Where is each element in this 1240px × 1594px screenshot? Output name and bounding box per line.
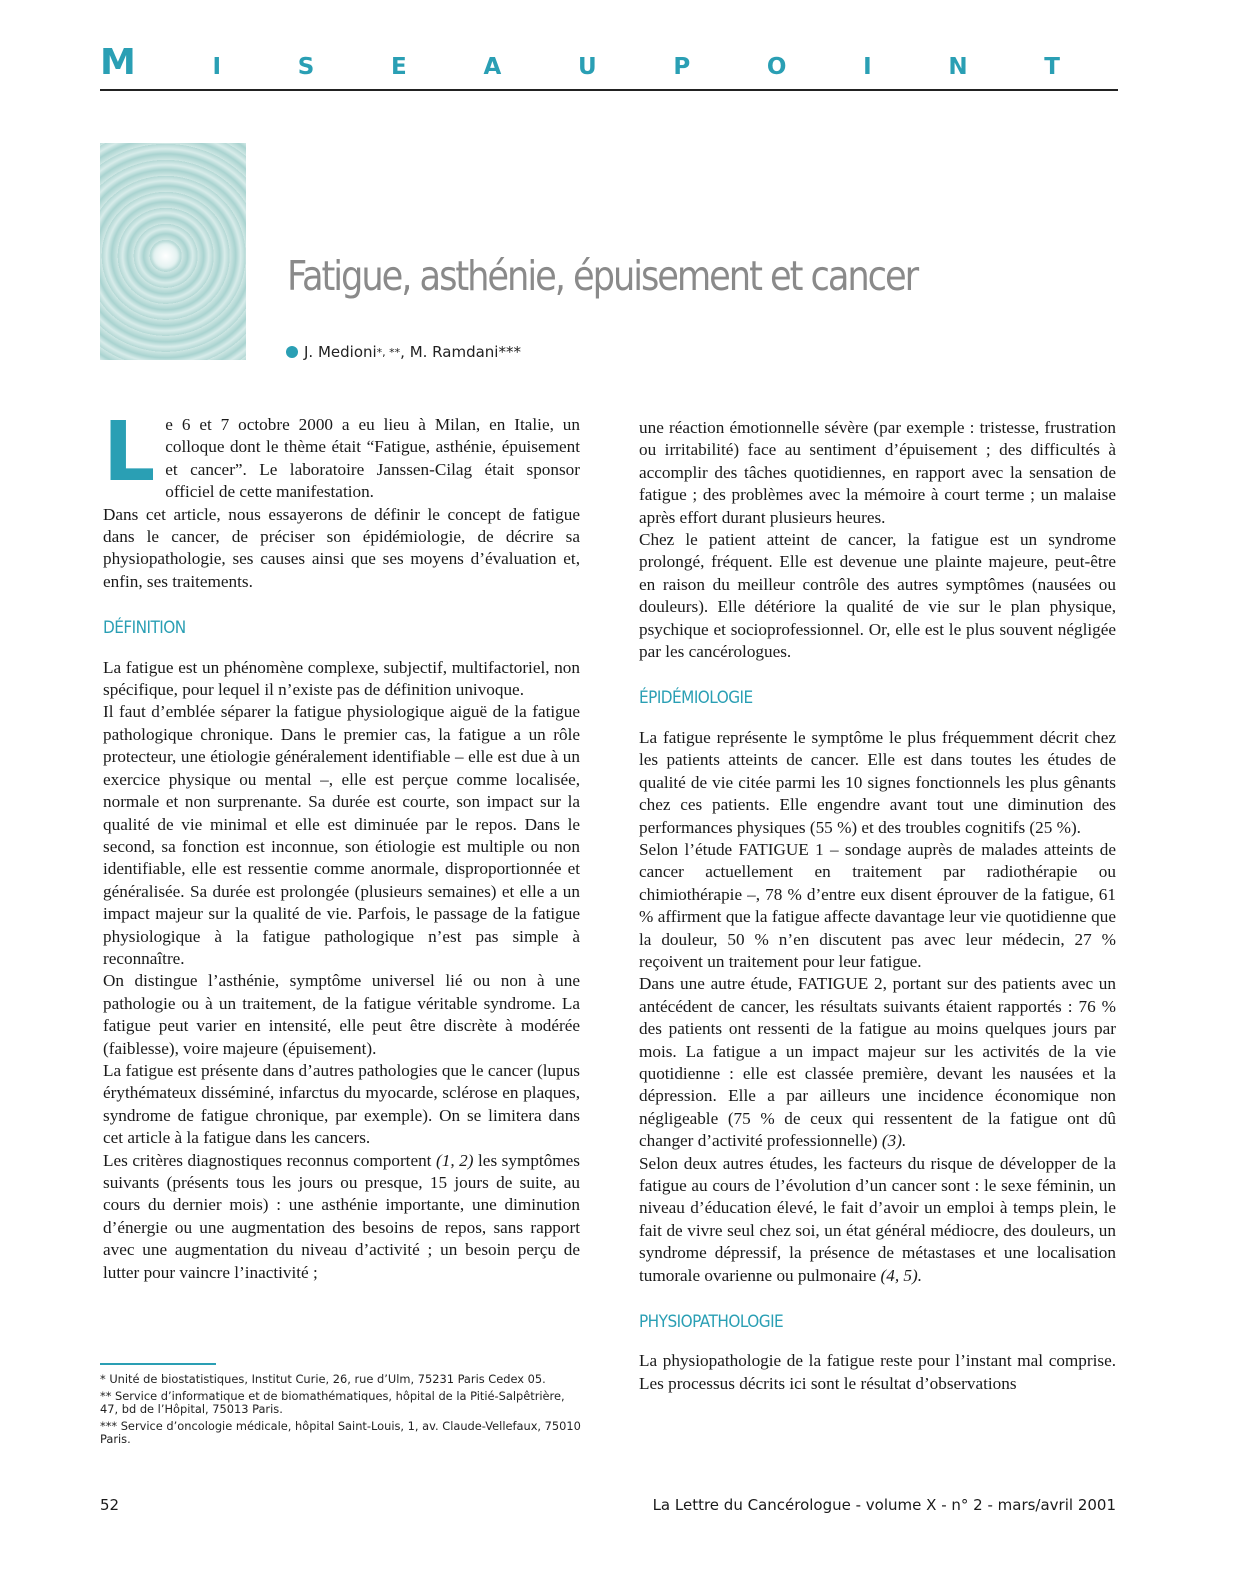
footnote-rule xyxy=(100,1363,216,1365)
body-paragraph: Chez le patient atteint de cancer, la fatigue est un syndrome prolongé, fréquent. Elle est devenue une plainte majeure, peut-être en raison du meilleur contrôle des autres symptômes (nausées ou douleurs). Elle détériore la qualité de vie sur le plan physique, psychique et socioprofessionnel. Or, elle est le plus souvent négligée par les cancérologues. xyxy=(639,530,1116,662)
section-heading-epidemiologie: ÉPIDÉMIOLOGIE xyxy=(639,688,753,709)
section-heading-physiopathologie: PHYSIOPATHOLOGIE xyxy=(639,1312,784,1333)
footnote: * Unité de biostatistiques, Institut Curie, 26, rue d’Ulm, 75231 Paris Cedex 05. xyxy=(100,1372,546,1386)
body-paragraph: La fatigue est présente dans d’autres pathologies que le cancer (lupus érythémateux disséminé, infarctus du myocarde, sclérose en plaques, syndrome de fatigue chronique, par exemple). On se limitera dans cet article à la fatigue dans les cancers. xyxy=(103,1060,580,1148)
text-run: Les critères diagnostiques reconnus comportent xyxy=(103,1150,436,1170)
header-letter: N xyxy=(948,54,968,80)
header-letter: O xyxy=(766,54,787,80)
article-title: Fatigue, asthénie, épuisement et cancer xyxy=(287,252,918,300)
header-letter: A xyxy=(483,54,502,80)
decorative-swirl-image xyxy=(100,143,246,360)
body-paragraph xyxy=(639,1153,1116,1287)
footnotes xyxy=(100,1373,584,1450)
drop-cap: L xyxy=(103,405,156,500)
citation-ref: (1, 2) xyxy=(436,1150,474,1170)
footnote: ** Service d’informatique et de biomathématiques, hôpital de la Pitié-Salpêtrière, 47, bd de l’Hôpital, 75013 Paris. xyxy=(100,1389,565,1416)
footnote: *** Service d’oncologie médicale, hôpital Saint-Louis, 1, av. Claude-Vellefaux, 75010 Paris. xyxy=(100,1419,581,1446)
header-letter: S xyxy=(297,54,315,80)
header-letter: I xyxy=(212,54,222,80)
section-header-letters xyxy=(100,42,1118,83)
body-paragraph: une réaction émotionnelle sévère (par exemple : tristesse, frustration ou irritabilité) face au sentiment d’épuisement ; des difficultés à accomplir des tâches quotidiennes, en rapport avec la sensation de fatigue ; des problèmes avec la mémoire à court terme ; un malaise après effort durant plusieurs heures. xyxy=(639,418,1116,527)
body-paragraph xyxy=(639,973,1116,1152)
header-letter: E xyxy=(391,54,407,80)
body-paragraph: La physiopathologie de la fatigue reste pour l’instant mal comprise. Les processus décrits ici sont le résultat d’observations xyxy=(639,1351,1116,1393)
text-run: les symptômes suivants (présents tous les jours ou presque, 15 jours de suite, au cours du dernier mois) : une asthénie importante, une diminution d’énergie ou une augmentation des besoins de repos, sans rapport avec une augmentation du niveau d’activité ; un besoin perçu de lutter pour vaincre l’inactivité ; xyxy=(103,1150,580,1282)
author-line xyxy=(286,343,521,361)
header-rule xyxy=(100,89,1118,91)
intro-paragraph: e 6 et 7 octobre 2000 a eu lieu à Milan, en Italie, un colloque dont le thème était “Fatigue, asthénie, épuisement et cancer”. Le laboratoire Janssen-Cilag était sponsor officiel de cette manifestation. xyxy=(165,415,580,502)
left-column xyxy=(103,405,580,1284)
body-paragraph: Selon l’étude FATIGUE 1 – sondage auprès de malades atteints de cancer actuellement en traitement par radiothérapie ou chimiothérapie –, 78 % d’entre eux disent éprouver de la fatigue, 61 % affirment que la fatigue affecte davantage leur vie quotidienne que la douleur, 50 % n’en discutent pas avec leur médecin, 27 % reçoivent un traitement pour leur fatigue. xyxy=(639,839,1116,971)
citation-ref: (3). xyxy=(881,1131,907,1151)
header-letter: I xyxy=(863,54,872,80)
intro-paragraph: Dans cet article, nous essayerons de définir le concept de fatigue dans le cancer, de préciser son épidémiologie, de décrire sa physiopathologie, ses causes ainsi que ses moyens d’évaluation et, enfin, ses traitements. xyxy=(103,504,580,591)
author-affiliation-marks: *, ** xyxy=(376,345,401,359)
journal-citation: La Lettre du Cancérologue - volume X - n° 2 - mars/avril 2001 xyxy=(652,1496,1116,1514)
body-paragraph: La fatigue est un phénomène complexe, subjectif, multifactoriel, non spécifique, pour lequel il n’existe pas de définition univoque. xyxy=(103,657,580,700)
body-paragraph: Il faut d’emblée séparer la fatigue physiologique aiguë de la fatigue pathologique chronique. Dans le premier cas, la fatigue a un rôle protecteur, une étiologie généralement identifiable – elle est due à un exercice physique ou mental –, elle est perçue comme localisée, normale et non surprenante. Sa durée est courte, son impact sur la qualité de vie minimal et elle est diminuée par le repos. Dans le second, sa fonction est inconnue, son étiologie est multiple ou non identifiable, elle est ressentie comme anormale, disproportionnée et généralisée. Sa durée est prolongée (plusieurs semaines) et elle a un impact majeur sur la qualité de vie. Parfois, le passage de la fatigue physiologique à la fatigue pathologique n’est pas simple à reconnaître. xyxy=(103,702,580,968)
body-paragraph: On distingue l’asthénie, symptôme universel lié ou non à une pathologie ou à un traitement, de la fatigue véritable syndrome. La fatigue peut varier en intensité, elle peut être discrète à modérée (faiblesse), voire majeure (épuisement). xyxy=(103,971,580,1058)
header-letter: M xyxy=(100,42,136,83)
section-header xyxy=(100,42,1118,90)
section-heading-definition: DÉFINITION xyxy=(103,618,186,639)
header-letter: T xyxy=(1044,54,1060,80)
header-letter: U xyxy=(577,54,597,80)
author-name: , M. Ramdani*** xyxy=(400,343,521,361)
body-paragraph xyxy=(103,1150,580,1284)
right-column xyxy=(639,417,1116,1395)
bullet-icon xyxy=(286,346,298,358)
body-paragraph: La fatigue représente le symptôme le plus fréquemment décrit chez les patients atteints de cancer. Elle est dans toutes les études de qualité de vie citée parmi les 10 signes fonctionnels les plus gênants chez ces patients. Elle engendre avant tout une diminution des performances physiques (55 %) et des troubles cognitifs (25 %). xyxy=(639,727,1116,837)
text-run: Dans une autre étude, FATIGUE 2, portant sur des patients avec un antécédent de cancer, les résultats suivants étaient rapportés : 76 % des patients ont ressenti de la fatigue au moins quelques jours par mois. La fatigue a un impact majeur sur les activités de la vie quotidienne : elle est classée première, devant les nausées et la dépression. Elle a par ailleurs une incidence économique non négligeable (75 % de ceux qui ressentent de la fatigue ont dû changer d’activité professionnelle) xyxy=(639,974,1116,1151)
page-number: 52 xyxy=(100,1496,120,1514)
citation-ref: (4, 5). xyxy=(880,1265,923,1285)
header-letter: P xyxy=(673,54,691,80)
text-run: Selon deux autres études, les facteurs du risque de développer de la fatigue au cours de l’évolution d’un cancer sont : le sexe féminin, un niveau d’éducation élevé, le fait d’avoir un emploi à temps plein, le fait de vivre seul chez soi, un état général médiocre, des douleurs, un syndrome dépressif, la présence de métastases et une localisation tumorale ovarienne ou pulmonaire xyxy=(639,1153,1116,1285)
author-name: J. Medioni xyxy=(304,343,377,361)
